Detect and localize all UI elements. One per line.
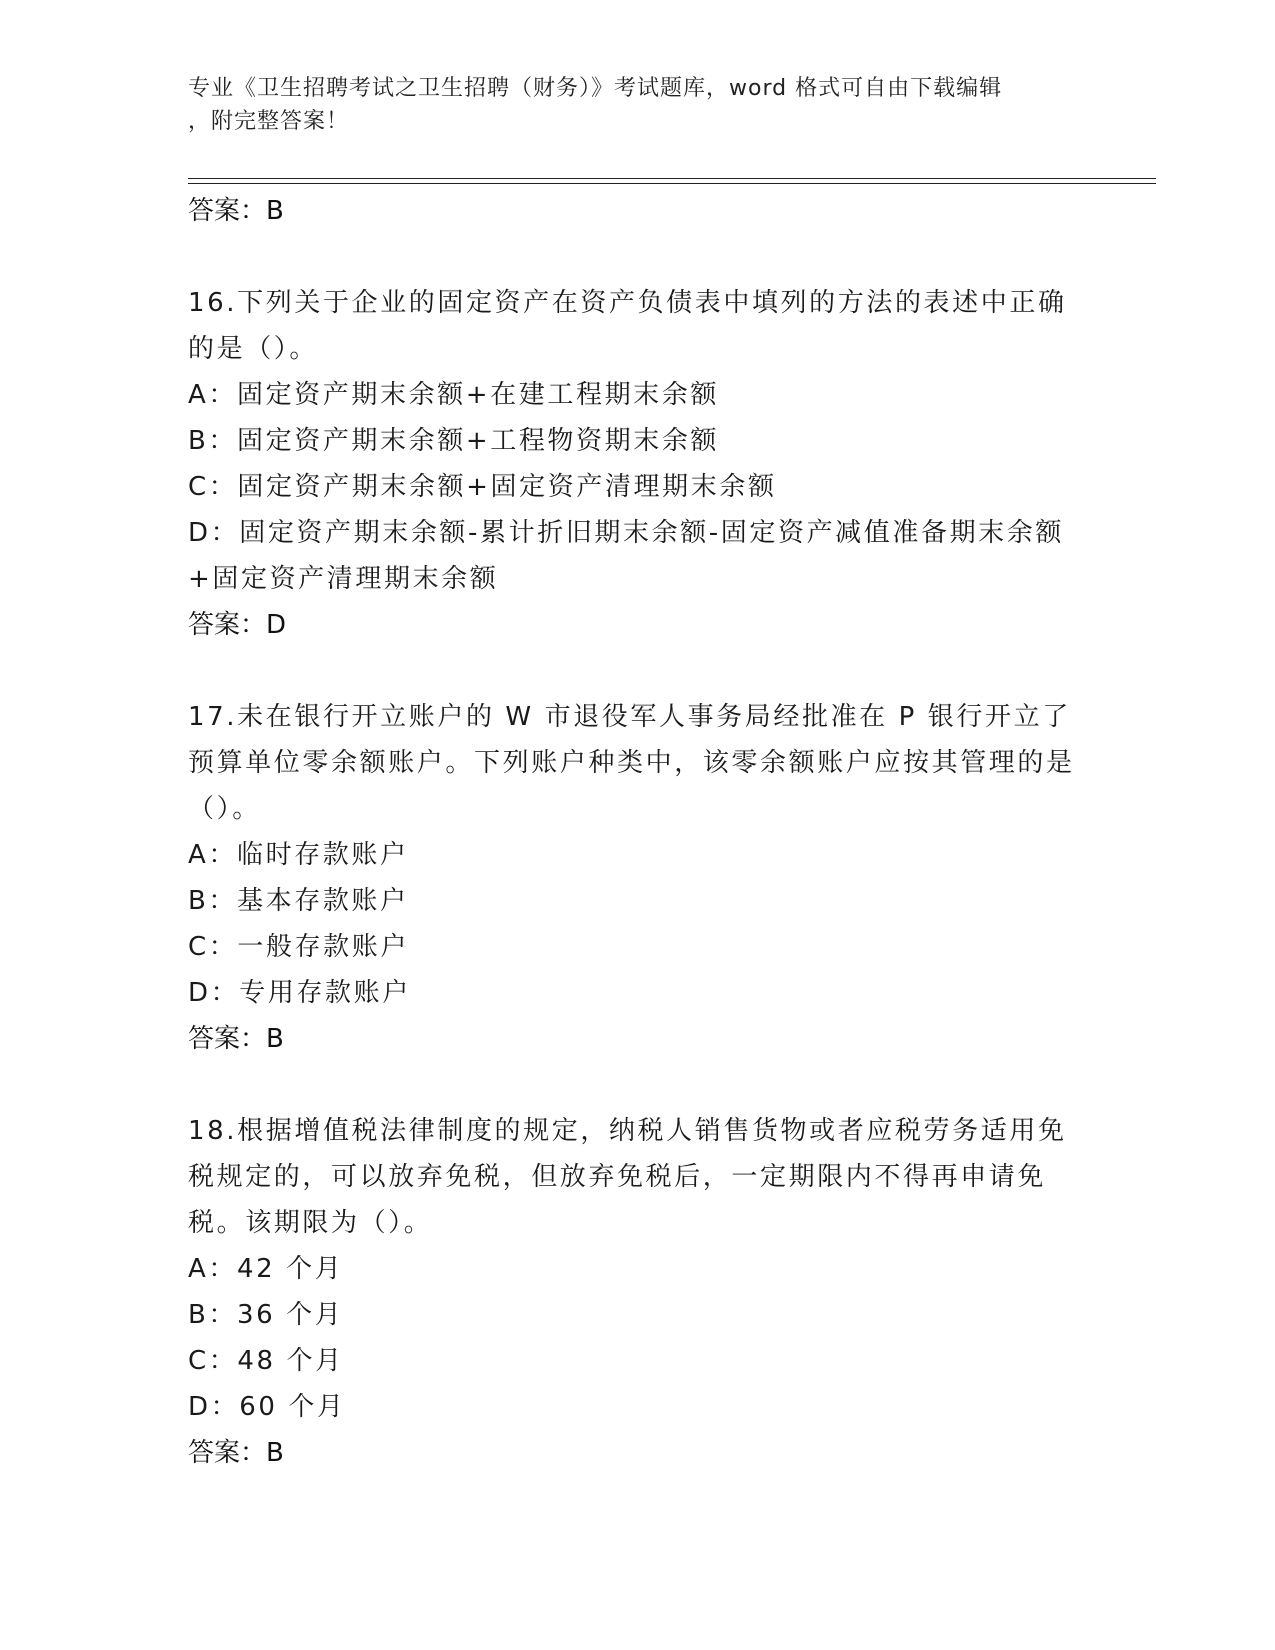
- option-c: C：48 个月: [188, 1346, 344, 1376]
- option-b: B：基本存款账户: [188, 886, 409, 916]
- question-stem: 18.根据增值税法律制度的规定，纳税人销售货物或者应税劳务适用免税规定的，可以放弃免税，但放弃免税后，一定期限内不得再申请免税。该期限为（）。: [188, 1116, 1067, 1238]
- question-16: [188, 280, 1088, 648]
- header-divider: [188, 178, 1156, 179]
- question-17: [188, 694, 1088, 1062]
- option-a: A：临时存款账户: [188, 840, 409, 870]
- answer-line: 答案：D: [188, 610, 287, 640]
- option-b: B：固定资产期末余额+工程物资期末余额: [188, 426, 720, 456]
- previous-answer: 答案：B: [188, 196, 284, 226]
- option-c: C：固定资产期末余额+固定资产清理期末余额: [188, 472, 777, 502]
- question-stem: 16.下列关于企业的固定资产在资产负债表中填列的方法的表述中正确的是（）。: [188, 288, 1067, 364]
- option-d: D：固定资产期末余额-累计折旧期末余额-固定资产减值准备期末余额+固定资产清理期末余额: [188, 518, 1064, 594]
- option-d: D：专用存款账户: [188, 978, 411, 1008]
- header-line-2: ，附完整答案！: [188, 109, 350, 134]
- page-header: [188, 72, 1068, 138]
- answer-line: 答案：B: [188, 1438, 284, 1468]
- option-b: B：36 个月: [188, 1300, 344, 1330]
- header-divider-secondary: [188, 183, 1156, 184]
- answer-line: 答案：B: [188, 1024, 284, 1054]
- option-a: A：固定资产期末余额+在建工程期末余额: [188, 380, 719, 410]
- option-a: A：42 个月: [188, 1254, 344, 1284]
- question-stem: 17.未在银行开立账户的 W 市退役军人事务局经批准在 P 银行开立了预算单位零余额账户。下列账户种类中，该零余额账户应按其管理的是（）。: [188, 702, 1075, 824]
- option-d: D：60 个月: [188, 1392, 346, 1422]
- option-c: C：一般存款账户: [188, 932, 409, 962]
- question-list: [188, 188, 1088, 1476]
- question-18: [188, 1108, 1088, 1476]
- header-line-1: 专业《卫生招聘考试之卫生招聘（财务）》考试题库，word 格式可自由下载编辑: [188, 76, 1003, 101]
